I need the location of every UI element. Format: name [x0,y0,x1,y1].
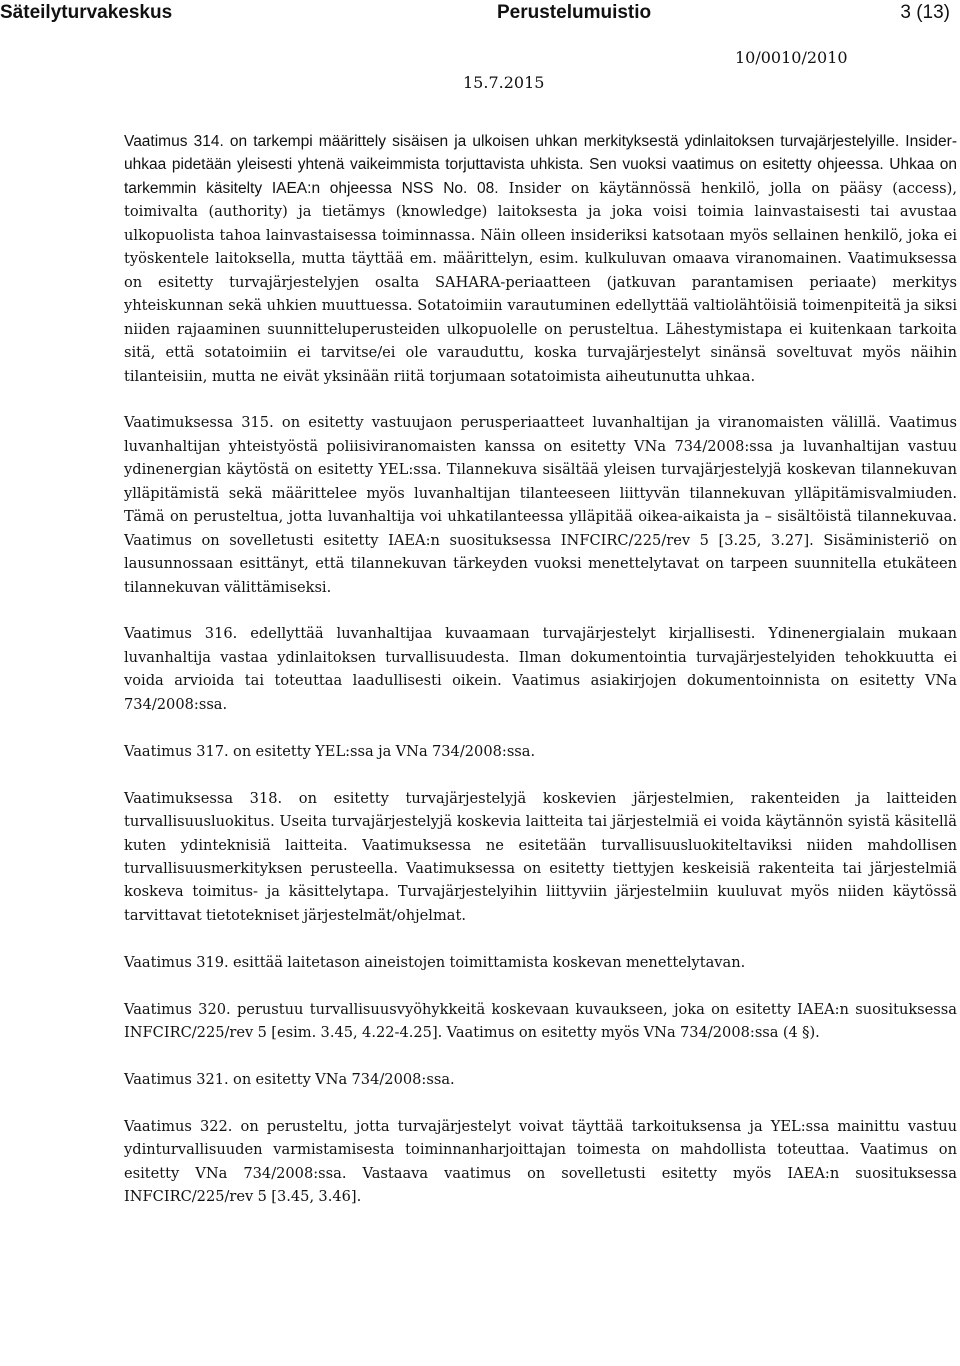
paragraph-vaatimus-317: Vaatimus 317. on esitetty YEL:ssa ja VNa 734/2008:ssa. [124,742,536,760]
paragraph-vaatimus-318: Vaatimuksessa 318. on esitetty turvajärjestelyjä koskevien järjestelmien, rakenteiden ja laitteiden turvallisuusluokitus. Useita turvajärjestelyjä koskevia laitteita tai järjestelmiä ei voida käytännön syistä käsitellä kuten ydinteknisiä laitteita. Vaatimuksessa ne esitetään turvallisuusluokiteltaviksi niiden mahdollisen turvallisuusmerkityksen perusteella. Vaatimuksessa on esitetty tiettyjen keskeisiä rakenteita tai järjestelmiä koskeva toimitus- ja käsittelytapa. Turvajärjestelyihin liittyviin järjestelmiin kuuluvat myös niiden käytössä tarvittavat tietotekniset järjestelmät/ohjelmat. [124,789,957,924]
organization-name: Säteilyturvakeskus [0,2,173,23]
paragraph-sans-run: Vaatimus 314. on tarkempi määrittely sisäisen ja ulkoisen uhkan merkityksestä ydinlaitoksen turvajärjestelyille. Insider-uhkaa pidetään yleisesti yhtenä vaikeimmista torjuttavista uhkista. Sen vuoksi vaatimus on esitetty ohjeessa. Uhkaa on tarkemmin käsitelty IAEA:n ohjeessa NSS No. 08. [124,133,957,197]
page-header [0,0,960,100]
document-type: Perustelumuistio [497,2,652,23]
paragraph-vaatimus-322: Vaatimus 322. on perusteltu, jotta turvajärjestelyt voivat täyttää tarkoituksensa ja YEL:ssa mainittu vastuu ydinturvallisuuden varmistamisesta toiminnanharjoittajan toimesta on mahdollista toteuttaa. Vaatimus on esitetty VNa 734/2008:ssa. Vastaava vaatimus on sovelletusti esitetty myös IAEA:n suosituksessa INFCIRC/225/rev 5 [3.45, 3.46]. [124,1117,957,1206]
paragraph-vaatimus-314 [124,130,957,388]
page-number: 3 (13) [900,2,950,23]
paragraph-vaatimus-319: Vaatimus 319. esittää laitetason aineistojen toimittamista koskevan menettelytavan. [124,953,746,971]
paragraph-vaatimus-320: Vaatimus 320. perustuu turvallisuusvyöhykkeitä koskevaan kuvaukseen, joka on esitetty IAEA:n suosituksessa INFCIRC/225/rev 5 [esim. 3.45, 4.22-4.25]. Vaatimus on esitetty myös VNa 734/2008:ssa (4 §). [124,1000,957,1042]
paragraph-serif-run: Insider on käytännössä henkilö, jolla on pääsy (access), toimivalta (authority) ja tietämys (knowledge) laitoksesta ja joka voisi toimia lainvastaisesti tai avustaa ulkopuolista tahoa lainvastaisessa toiminnassa. Näin olleen insideriksi katsotaan myös sellainen henkilö, joka ei työskentele laitoksella, mutta täyttää em. määrittelyn, esim. kulkuluvan omaava viranomainen. Vaatimuksessa on esitetty turvajärjestelyjen osalta SAHARA-periaatteen (jatkuvan parantamisen periaate) merkitys yhteiskunnan sekä uhkien muuttuessa. Sotatoimiin varautuminen edellyttää valtiolähtöisiä toimenpiteitä ja siksi niiden rajaaminen suunnitteluperusteiden ulkopuolelle on perusteltua. Lähestymistapa ei kuitenkaan tarkoita sitä, että sotatoimiin ei tarvitse/ei ole varauduttu, koska turvajärjestelyt sinänsä soveltuvat myös näihin tilanteisiin, mutta ne eivät yksinään riitä torjumaan sotatoimista aiheutunutta uhkaa. [124,179,957,385]
paragraph-vaatimus-321: Vaatimus 321. on esitetty VNa 734/2008:ssa. [124,1071,455,1089]
paragraph-vaatimus-316: Vaatimus 316. edellyttää luvanhaltijaa kuvaamaan turvajärjestelyt kirjallisesti. Ydinenergialain mukaan luvanhaltija vastaa ydinlaitoksen turvallisuudesta. Ilman dokumentointia turvajärjestelyiden tehokkuutta ei voida arvioida tai toteuttaa laadullisesti oikein. Vaatimus asiakirjojen dokumentoinnista on esitetty VNa 734/2008:ssa. [124,625,957,713]
document-date: 15.7.2015 [463,73,545,92]
document-number: 10/0010/2010 [735,48,848,67]
document-body [124,130,957,1232]
paragraph-vaatimus-315: Vaatimuksessa 315. on esitetty vastuujaon perusperiaatteet luvanhaltijan ja viranomaisten välillä. Vaatimus luvanhaltijan yhteistyöstä poliisiviranomaisten kanssa on esitetty VNa 734/2008:ssa ja luvanhaltijan vastuu ydinenergian käytöstä on esitetty YEL:ssa. Tilannekuva sisältää yleisen turvajärjestelyjä koskevan tilannekuvan ylläpitämistä sekä määrittelee myös luvanhaltijan tilanteeseen liittyvän tilannekuvan ylläpitämisvalmiuden. Tämä on perusteltua, jotta luvanhaltija voi uhkatilanteessa ylläpitää oikea-aikaista ja – sisältöistä tilannekuvaa. Vaatimus on sovelletusti esitetty IAEA:n suosituksessa INFCIRC/225/rev 5 [3.25, 3.27]. Sisäministeriö on lausunnossaan esittänyt, että tilannekuvan tärkeyden vuoksi menettelytavat on tarpeen suunnitella etukäteen tilannekuvan välittämiseksi. [124,414,957,596]
